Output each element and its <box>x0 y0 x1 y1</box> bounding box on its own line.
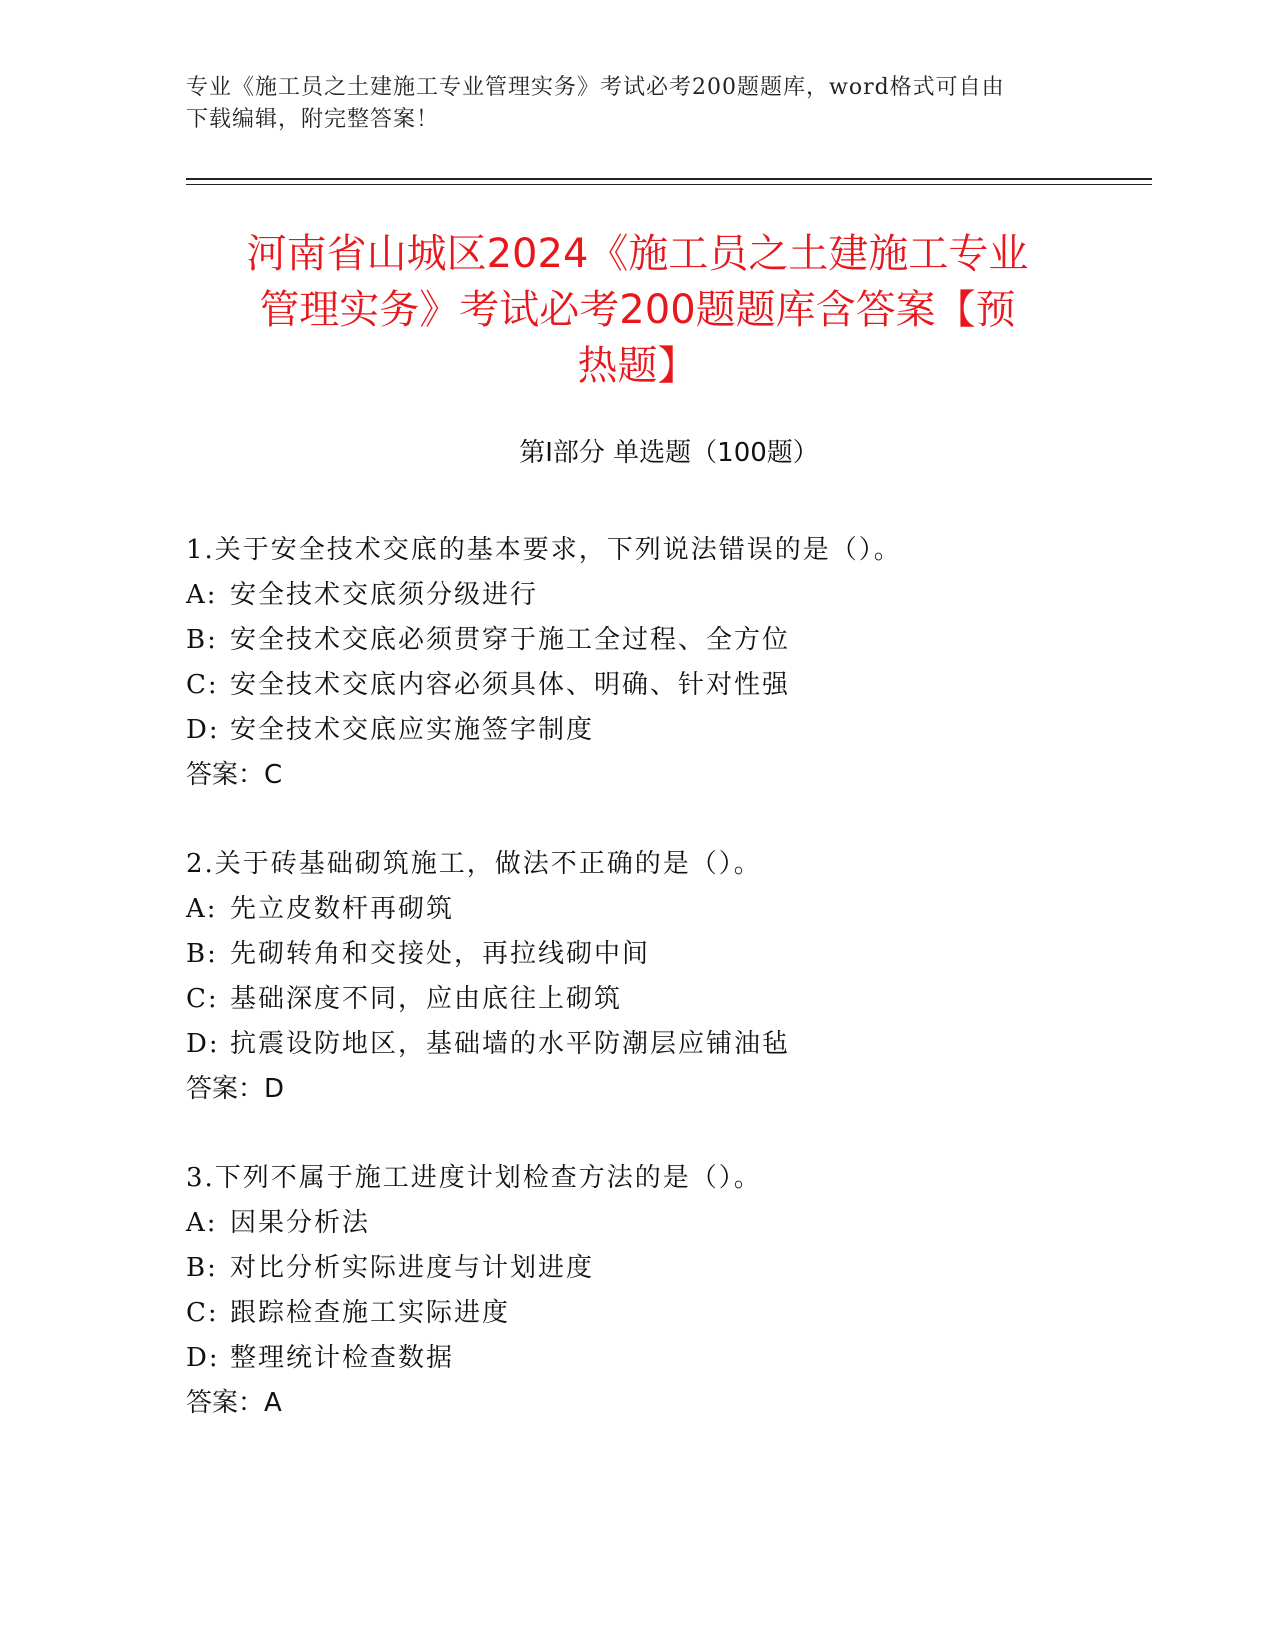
option-letter: C: <box>186 984 219 1014</box>
option-a <box>186 1201 1152 1246</box>
answer-line: 答案：C <box>186 760 283 790</box>
option-letter: D: <box>186 1343 220 1373</box>
section-title: 第Ⅰ部分 单选题（100题） <box>519 438 819 468</box>
option-d <box>186 708 1152 753</box>
option-c <box>186 663 1152 708</box>
question-stem: 3.下列不属于施工进度计划检查方法的是（）。 <box>186 1163 762 1193</box>
option-letter: D: <box>186 715 220 745</box>
option-b <box>186 1246 1152 1291</box>
option-text: 安全技术交底应实施签字制度 <box>230 715 595 745</box>
option-letter: B: <box>186 939 218 969</box>
option-text: 抗震设防地区，基础墙的水平防潮层应铺油毡 <box>230 1029 791 1059</box>
document-title <box>170 226 1105 394</box>
option-b <box>186 932 1152 977</box>
answer-line: 答案：A <box>186 1388 282 1418</box>
option-letter: A: <box>186 580 218 610</box>
option-text: 安全技术交底须分级进行 <box>230 580 539 610</box>
question-stem: 1.关于安全技术交底的基本要求，下列说法错误的是（）。 <box>186 535 902 565</box>
header-divider-thin <box>186 184 1152 185</box>
option-a <box>186 887 1152 932</box>
option-letter: D: <box>186 1029 220 1059</box>
option-text: 对比分析实际进度与计划进度 <box>230 1253 595 1283</box>
option-b <box>186 618 1152 663</box>
option-text: 因果分析法 <box>230 1208 371 1238</box>
answer-line: 答案：D <box>186 1074 285 1104</box>
option-c <box>186 1291 1152 1336</box>
option-d <box>186 1336 1152 1381</box>
option-text: 整理统计检查数据 <box>230 1343 455 1373</box>
question-2 <box>186 842 1152 1112</box>
document-title-line-1: 河南省山城区2024《施工员之土建施工专业 <box>246 231 1029 277</box>
document-title-line-3: 热题】 <box>577 343 698 389</box>
option-a <box>186 573 1152 618</box>
option-letter: B: <box>186 1253 218 1283</box>
option-text: 先立皮数杆再砌筑 <box>230 894 455 924</box>
option-c <box>186 977 1152 1022</box>
document-title-line-2: 管理实务》考试必考200题题库含答案【预 <box>259 287 1016 333</box>
option-text: 安全技术交底必须贯穿于施工全过程、全方位 <box>230 625 791 655</box>
option-d <box>186 1022 1152 1067</box>
option-text: 安全技术交底内容必须具体、明确、针对性强 <box>230 670 791 700</box>
question-list <box>186 528 1152 1470</box>
option-text: 跟踪检查施工实际进度 <box>230 1298 511 1328</box>
question-3 <box>186 1156 1152 1426</box>
option-letter: C: <box>186 670 219 700</box>
option-letter: B: <box>186 625 218 655</box>
option-letter: C: <box>186 1298 219 1328</box>
header-divider-thick <box>186 178 1152 180</box>
question-stem: 2.关于砖基础砌筑施工，做法不正确的是（）。 <box>186 849 762 879</box>
question-1 <box>186 528 1152 798</box>
header-note-line-1: 专业《施工员之土建施工专业管理实务》考试必考200题题库，word格式可自由 <box>186 75 1005 100</box>
header-note-line-2: 下载编辑，附完整答案！ <box>186 107 440 132</box>
option-letter: A: <box>186 894 218 924</box>
option-text: 先砌转角和交接处，再拉线砌中间 <box>230 939 651 969</box>
option-text: 基础深度不同，应由底往上砌筑 <box>230 984 623 1014</box>
option-letter: A: <box>186 1208 218 1238</box>
header-note <box>186 72 1086 136</box>
